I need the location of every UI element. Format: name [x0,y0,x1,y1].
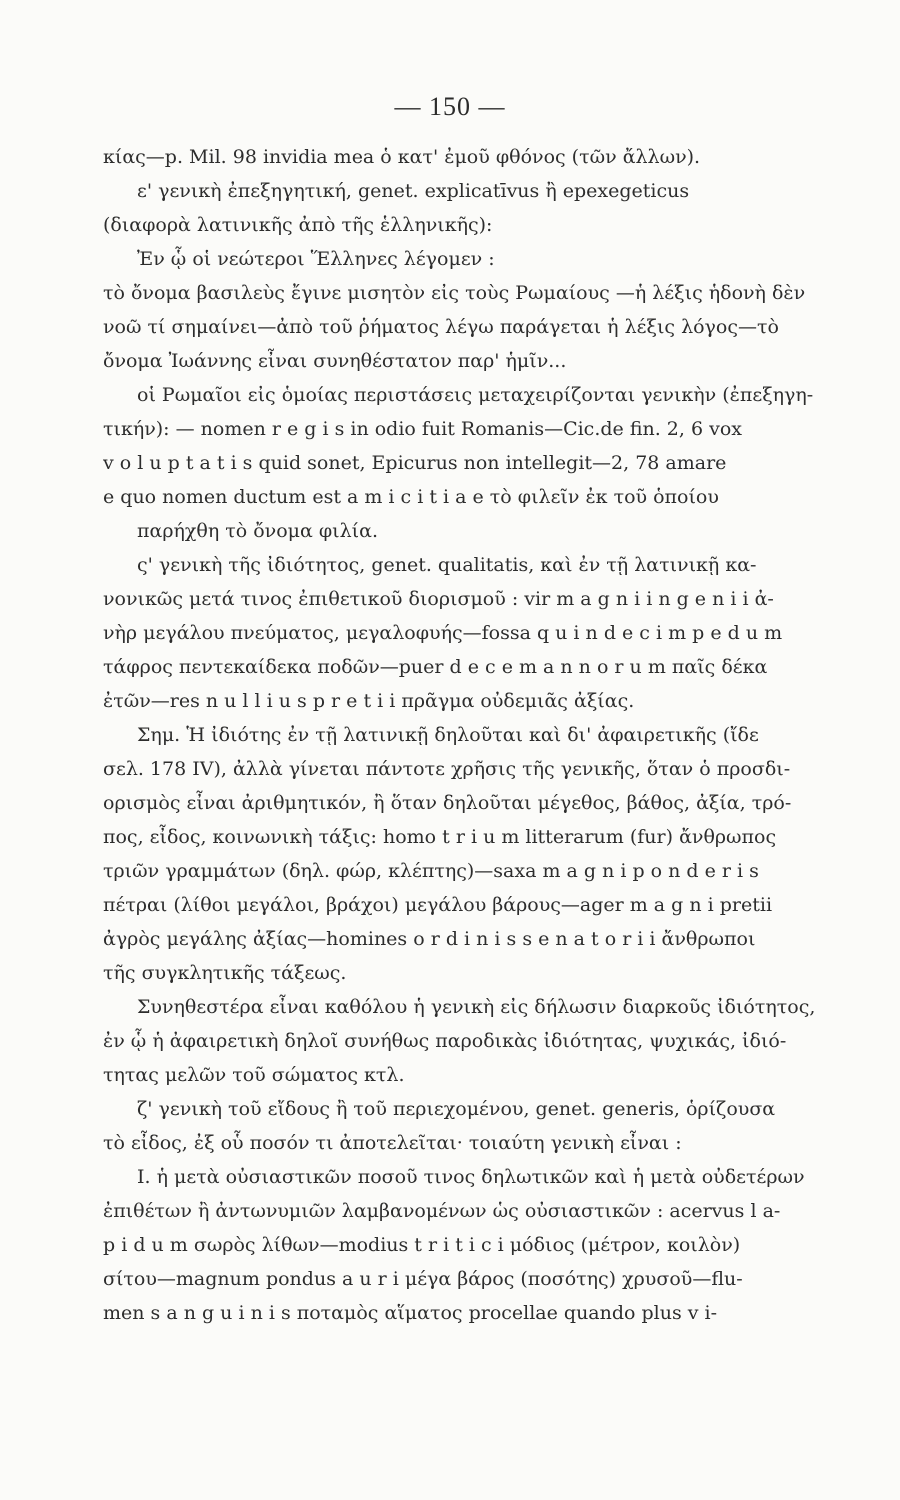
text-line: ς' γενικὴ τῆς ἰδιότητος, genet. qualitatis, καὶ ἐν τῇ λατινικῇ κα- [137,554,757,576]
text-line: πος, εἶδος, κοινωνικὴ τάξις: homo t r i u m litterarum (fur) ἄνθρωπος [103,826,777,848]
text-line: v o l u p t a t i s quid sonet, Epicurus non intellegit—2, 78 amare [103,452,727,474]
text-line: τάφρος πεντεκαίδεκα ποδῶν—puer d e c e m a n n o r u m παῖς δέκα [103,656,768,678]
text-line: ὄνομα Ἰωάννης εἶναι συνηθέστατον παρ' ἡμῖν... [103,350,567,372]
text-line: πέτραι (λίθοι μεγάλοι, βράχοι) μεγάλου βάρους—ager m a g n i pretii [103,894,773,916]
text-line: ορισμὸς εἶναι ἀριθμητικόν, ἢ ὅταν δηλοῦται μέγεθος, βάθος, ἀξία, τρό- [103,792,792,814]
body-text [103,140,893,1330]
text-line: σίτου—magnum pondus a u r i μέγα βάρος (ποσότης) χρυσοῦ—flu- [103,1268,743,1290]
text-line: τικήν): — nomen r e g i s in odio fuit Romanis—Cic.de fin. 2, 6 vox [103,418,742,440]
text-line: (διαφορὰ λατινικῆς ἀπὸ τῆς ἑλληνικῆς): [103,214,493,236]
text-line: ζ' γενικὴ τοῦ εἴδους ἢ τοῦ περιεχομένου, genet. generis, ὁρίζουσα [137,1098,776,1120]
text-line: τὸ εἶδος, ἐξ οὗ ποσόν τι ἀποτελεῖται· τοιαύτη γενικὴ εἶναι : [103,1132,682,1154]
text-line: κίας—p. Mil. 98 invidia mea ὁ κατ' ἐμοῦ φθόνος (τῶν ἄλλων). [103,146,701,168]
text-line: ἀγρὸς μεγάλης ἀξίας—homines o r d i n i s s e n a t o r i i ἄνθρωποι [103,928,756,950]
text-line: σελ. 178 IV), ἀλλὰ γίνεται πάντοτε χρῆσις τῆς γενικῆς, ὅταν ὁ προσδι- [103,758,791,780]
text-line: Σημ. Ἡ ἰδιότης ἐν τῇ λατινικῇ δηλοῦται καὶ δι' ἀφαιρετικῆς (ἴδε [137,724,759,746]
text-line: τῆς συγκλητικῆς τάξεως. [103,962,347,984]
text-line: τὸ ὄνομα βασιλεὺς ἔγινε μισητὸν εἰς τοὺς Ρωμαίους —ἡ λέξις ἡδονὴ δὲν [103,282,806,304]
text-line: ἐν ᾧ ἡ ἀφαιρετικὴ δηλοῖ συνήθως παροδικὰς ἰδιότητας, ψυχικάς, ἰδιό- [103,1030,787,1052]
text-line: ε' γενικὴ ἐπεξηγητική, genet. explicatīvus ἢ epexegeticus [137,180,690,202]
text-line: p i d u m σωρὸς λίθων—modius t r i t i c i μόδιος (μέτρον, κοιλὸν) [103,1234,741,1256]
text-line: τριῶν γραμμάτων (δηλ. φώρ, κλέπτης)—saxa m a g n i p o n d e r i s [103,860,759,882]
text-line: τητας μελῶν τοῦ σώματος κτλ. [103,1064,405,1086]
text-line: ἐπιθέτων ἢ ἀντωνυμιῶν λαμβανομένων ὡς οὐσιαστικῶν : acervus l a- [103,1200,781,1222]
text-line: I. ἡ μετὰ οὐσιαστικῶν ποσοῦ τινος δηλωτικῶν καὶ ἡ μετὰ οὐδετέρων [137,1166,805,1188]
text-line: νὴρ μεγάλου πνεύματος, μεγαλοφυής—fossa q u i n d e c i m p e d u m [103,622,783,644]
text-line: παρήχθη τὸ ὄνομα φιλία. [137,520,378,542]
text-line: Συνηθεστέρα εἶναι καθόλου ἡ γενικὴ εἰς δήλωσιν διαρκοῦς ἰδιότητος, [137,996,816,1018]
text-line: Ἐν ᾧ οἱ νεώτεροι Ἕλληνες λέγομεν : [137,248,495,270]
text-line: ἐτῶν—res n u l l i u s p r e t i i πρᾶγμα οὐδεμιᾶς ἀξίας. [103,690,635,712]
text-line: men s a n g u i n i s ποταμὸς αἵματος procellae quando plus v i- [103,1302,718,1324]
text-line: e quo nomen ductum est a m i c i t i a e τὸ φιλεῖν ἐκ τοῦ ὁποίου [103,486,719,508]
text-line: οἱ Ρωμαῖοι εἰς ὁμοίας περιστάσεις μεταχειρίζονται γενικὴν (ἐπεξηγη- [137,384,814,406]
page-number: — 150 — [394,92,506,121]
text-line: νονικῶς μετά τινος ἐπιθετικοῦ διορισμοῦ : vir m a g n i i n g e n i i ἀ- [103,588,774,610]
text-line: νοῶ τί σημαίνει—ἀπὸ τοῦ ῥήματος λέγω παράγεται ἡ λέξις λόγος—τὸ [103,316,779,338]
